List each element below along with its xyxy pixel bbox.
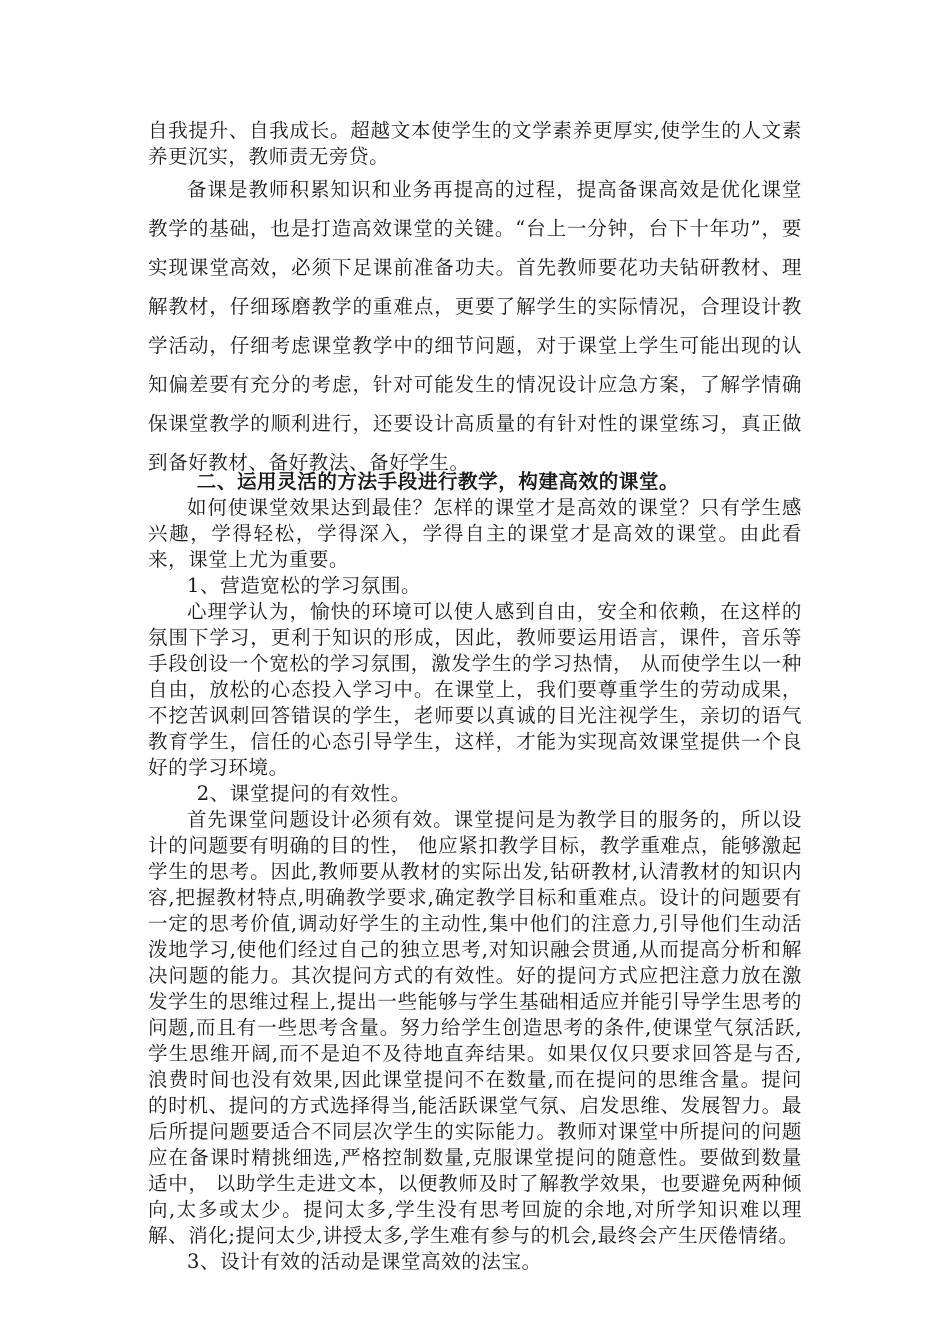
section-heading-2: 二、运用灵活的方法手段进行教学，构建高效的课堂。 [196, 470, 680, 493]
paragraph-atmosphere: 心理学认为，愉快的环境可以使人感到自由，安全和依赖，在这样的氛围下学习，更利于知识的形成，因此，教师要运用语言，课件，音乐等手段创设一个宽松的学习氛围，激发学生的学习热情， 从而使学生以一种自由，放松的心态投入学习中。在课堂上，我们要尊重学生的劳动成果，不挖苦讽刺回答错误的学生，老师要以真诚的目光注视学生，亲切的语气教育学生，信任的心态引导学生，这样，才能为实现高效课堂提供一个良好的学习环境。 [148, 600, 802, 779]
paragraph-lesson-prep: 备课是教师积累知识和业务再提高的过程，提高备课高效是优化课堂教学的基础，也是打造高效课堂的关键。“台上一分钟，台下十年功”，要实现课堂高效，必须下足课前准备功夫。首先教师要花功夫钻研教材、理解教材，仔细琢磨教学的重难点，更要了解学生的实际情况，合理设计教学活动，仔细考虑课堂教学中的细节问题，对于课堂上学生可能出现的认知偏差要有充分的考虑，针对可能发生的情况设计应急方案，了解学情确保课堂教学的顺利进行，还要设计高质量的有针对性的课堂练习，真正做到备好教材、备好教法、备好学生。 [148, 178, 802, 474]
paragraph-effective-class: 如何使课堂效果达到最佳？怎样的课堂才是高效的课堂？只有学生感兴趣，学得轻松，学得深入，学得自主的课堂才是高效的课堂。由此看来，课堂上尤为重要。 [148, 496, 802, 571]
subheading-1: 1、营造宽松的学习氛围。 [187, 574, 422, 597]
paragraph-questioning: 首先课堂问题设计必须有效。课堂提问是为教学目的服务的，所以设计的问题要有明确的目的性， 他应紧扣教学目标，教学重难点，能够激起学生的思考。因此,教师要从教材的实际出发,钻研教材,认清教材的知识内容,把握教材特点,明确教学要求,确定教学目标和重难点。设计的问题要有一定的思考价值,调动好学生的主动性,集中他们的注意力,引导他们生动活泼地学习,使他们经过自己的独立思考,对知识融会贯通,从而提高分析和解决问题的能力。其次提问方式的有效性。好的提问方式应把注意力放在激发学生的思维过程上,提出一些能够与学生基础相适应并能引导学生思考的问题,而且有一些思考含量。努力给学生创造思考的条件,使课堂气氛活跃,学生思维开阔,而不是迫不及待地直奔结果。如果仅仅只要求回答是与否,浪费时间也没有效果,因此课堂提问不在数量,而在提问的思维含量。提问的时机、提问的方式选择得当,能活跃课堂气氛、启发思维、发展智力。最后所提问题要适合不同层次学生的实际能力。教师对课堂中所提问的问题应在备课时精挑细选,严格控制数量,克服课堂提问的随意性。要做到数量适中， 以助学生走进文本，以便教师及时了解教学效果，也要避免两种倾向,太多或太少。提问太多,学生没有思考回旋的余地,对所学知识难以理解、消化;提问太少,讲授太多,学生难有参与的机会,最终会产生厌倦情绪。 [148, 808, 802, 1247]
subheading-3: 3、设计有效的活动是课堂高效的法宝。 [187, 1250, 542, 1273]
subheading-2: 2、课堂提问的有效性。 [196, 782, 411, 805]
paragraph-intro: 自我提升、自我成长。超越文本使学生的文学素养更厚实,使学生的人文素养更沉实，教师责无旁贷。 [148, 119, 802, 168]
